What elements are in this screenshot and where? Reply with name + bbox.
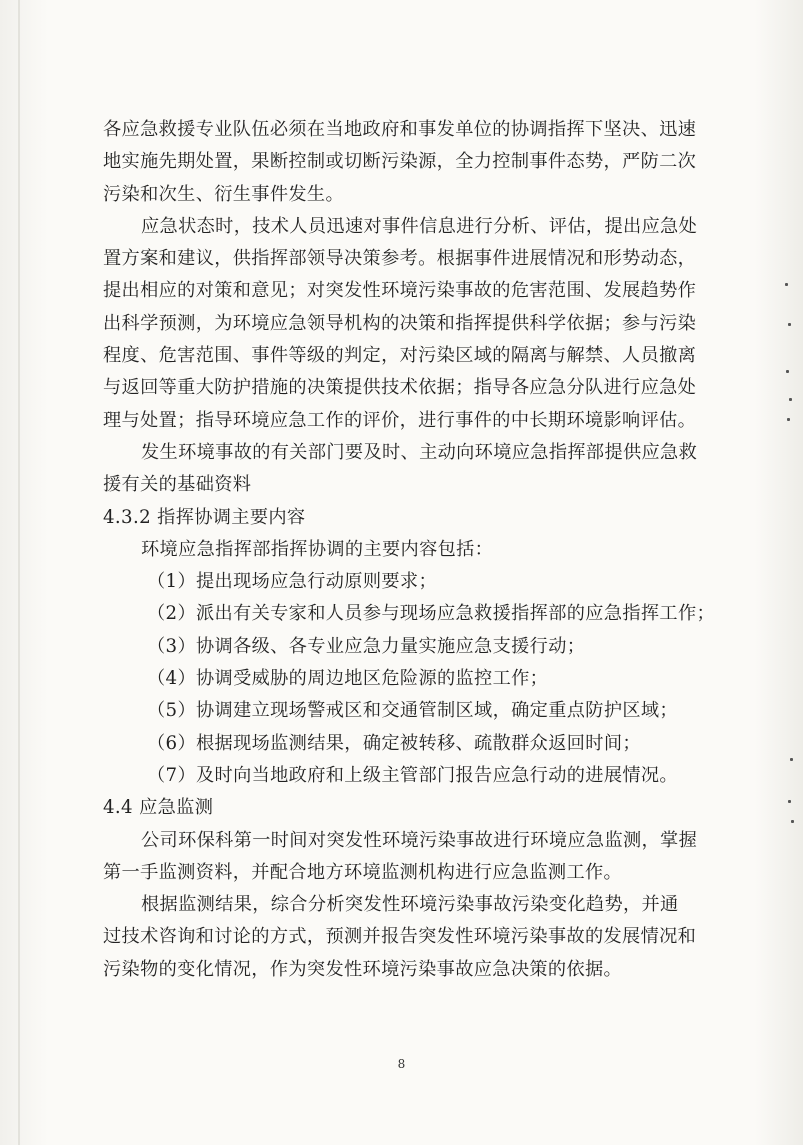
body-line: 提出相应的对策和意见；对突发性环境污染事故的危害范围、发展趋势作	[103, 280, 697, 302]
body-line: 第一手监测资料，并配合地方环境监测机构进行应急监测工作。	[103, 861, 623, 883]
list-item: （7）及时向当地政府和上级主管部门报告应急行动的进展情况。	[147, 764, 678, 786]
list-item: （2）派出有关专家和人员参与现场应急救援指挥部的应急指挥工作；	[147, 603, 716, 625]
scan-speck	[785, 283, 788, 286]
body-line: 程度、危害范围、事件等级的判定，对污染区域的隔离与解禁、人员撤离	[103, 345, 697, 367]
list-item: （3）协调各级、各专业应急力量实施应急支援行动；	[147, 635, 586, 657]
body-line: 援有关的基础资料	[103, 474, 252, 496]
scan-speck	[791, 820, 794, 823]
paragraph-start-line: 公司环保科第一时间对突发性环境污染事故进行环境应急监测，掌握	[141, 829, 698, 851]
body-line: 污染物的变化情况，作为突发性环境污染事故应急决策的依据。	[103, 958, 623, 980]
body-line: 理与处置；指导环境应急工作的评价，进行事件的中长期环境影响评估。	[103, 409, 697, 431]
list-item: （6）根据现场监测结果，确定被转移、疏散群众返回时间；	[147, 732, 641, 754]
body-line: 污染和次生、衍生事件发生。	[103, 183, 344, 205]
scan-fold-shadow	[18, 0, 20, 1145]
list-item: （4）协调受威胁的周边地区危险源的监控工作；	[147, 668, 549, 690]
list-item: （1）提出现场应急行动原则要求；	[147, 571, 437, 593]
scan-speck	[790, 758, 793, 761]
section-heading-4-3-2: 4.3.2 指挥协调主要内容	[103, 506, 306, 528]
paragraph-start-line: 发生环境事故的有关部门要及时、主动向环境应急指挥部提供应急救	[141, 441, 698, 463]
list-item: （5）协调建立现场警戒区和交通管制区域，确定重点防护区域；	[147, 700, 678, 722]
section-heading-4-4: 4.4 应急监测	[103, 797, 214, 819]
body-line: 过技术咨询和讨论的方式，预测并报告突发性环境污染事故的发展情况和	[103, 926, 697, 948]
scan-speck	[788, 323, 791, 326]
scan-speck	[787, 418, 790, 421]
scan-speck	[786, 370, 789, 373]
body-line: 与返回等重大防护措施的决策提供技术依据；指导各应急分队进行应急处	[103, 377, 697, 399]
document-body	[103, 114, 753, 986]
scan-speck	[788, 800, 791, 803]
scan-speck	[789, 398, 792, 401]
body-line: 出科学预测，为环境应急领导机构的决策和指挥提供科学依据；参与污染	[103, 312, 697, 334]
paragraph-start-line: 根据监测结果，综合分析突发性环境污染事故污染变化趋势，并通	[141, 894, 679, 916]
body-line: 各应急救援专业队伍必须在当地政府和事发单位的协调指挥下坚决、迅速	[103, 119, 697, 140]
paragraph-start-line: 应急状态时，技术人员迅速对事件信息进行分析、评估，提出应急处	[141, 215, 698, 237]
page-number: 8	[397, 1057, 406, 1071]
paragraph-start-line: 环境应急指挥部指挥协调的主要内容包括：	[141, 538, 494, 560]
body-line: 地实施先期处置，果断控制或切断污染源，全力控制事件态势，严防二次	[103, 151, 697, 173]
body-line: 置方案和建议，供指挥部领导决策参考。根据事件进展情况和形势动态，	[103, 248, 697, 270]
